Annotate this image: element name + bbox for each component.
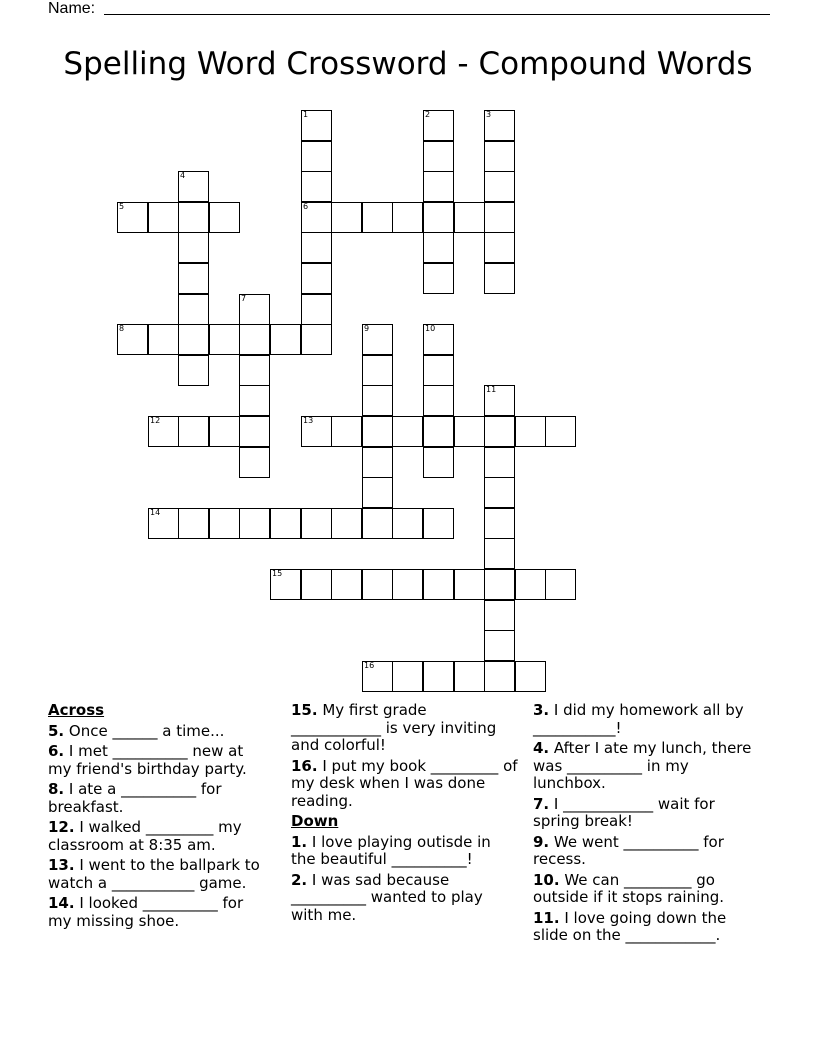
clue-text: I was sad because __________ wanted to play with me. [291, 870, 483, 924]
grid-cell[interactable] [362, 661, 393, 692]
grid-cell[interactable] [423, 385, 454, 416]
grid-cell[interactable] [209, 324, 240, 355]
clue-text: I ____________ wait for spring break! [533, 794, 715, 830]
grid-cell[interactable] [423, 447, 454, 478]
grid-cell[interactable] [423, 508, 454, 539]
grid-cell[interactable] [209, 202, 240, 233]
grid-cell[interactable] [423, 202, 454, 233]
grid-cell[interactable] [239, 294, 270, 325]
grid-cell[interactable] [148, 416, 179, 447]
clue-text: I walked _________ my classroom at 8:35 am. [48, 818, 242, 854]
clue-number: 13 [303, 416, 314, 425]
grid-cell[interactable] [209, 416, 240, 447]
clue-item [48, 857, 268, 892]
grid-cell[interactable] [484, 110, 515, 141]
clue-item [533, 740, 755, 793]
clue-number-label: 3. [533, 701, 550, 719]
grid-cell[interactable] [515, 569, 546, 600]
name-underline[interactable] [104, 0, 770, 15]
clue-number: 10 [425, 324, 436, 333]
grid-cell[interactable] [331, 202, 362, 233]
clue-number: 7 [241, 294, 247, 303]
grid-cell[interactable] [423, 416, 454, 447]
grid-cell[interactable] [301, 416, 332, 447]
clue-number-label: 11. [533, 908, 560, 927]
clue-text: We went __________ for recess. [533, 832, 724, 868]
grid-cell[interactable] [178, 202, 209, 233]
clue-number: 5 [119, 202, 125, 211]
grid-cell[interactable] [484, 569, 515, 600]
clue-item [48, 895, 268, 930]
grid-cell[interactable] [362, 447, 393, 478]
grid-cell[interactable] [178, 232, 209, 263]
clue-text: I put my book _________ of my desk when I was done reading. [291, 756, 518, 810]
clue-number: 9 [364, 324, 370, 333]
clue-number-label: 16. [291, 756, 318, 775]
grid-cell[interactable] [423, 171, 454, 202]
clue-column-2 [291, 702, 519, 927]
clue-column-1 [48, 702, 268, 933]
clue-item [533, 796, 755, 831]
grid-cell[interactable] [454, 416, 485, 447]
grid-cell[interactable] [301, 110, 332, 141]
clue-number: 1 [303, 110, 309, 119]
grid-cell[interactable] [423, 324, 454, 355]
grid-cell[interactable] [515, 416, 546, 447]
clue-number-label: 15. [291, 701, 318, 719]
clue-number-label: 2. [291, 870, 308, 889]
clue-number: 4 [180, 171, 186, 180]
grid-cell[interactable] [178, 508, 209, 539]
name-field[interactable] [48, 0, 770, 18]
grid-cell[interactable] [454, 661, 485, 692]
grid-cell[interactable] [148, 202, 179, 233]
grid-cell[interactable] [484, 141, 515, 172]
clue-item [533, 910, 755, 945]
clue-item [291, 872, 519, 925]
grid-cell[interactable] [178, 171, 209, 202]
clue-number: 2 [425, 110, 431, 119]
clue-number: 16 [364, 661, 375, 670]
grid-cell[interactable] [148, 324, 179, 355]
page-title: Spelling Word Crossword - Compound Words [63, 46, 753, 82]
clue-number: 8 [119, 324, 125, 333]
grid-cell[interactable] [117, 202, 148, 233]
grid-cell[interactable] [239, 385, 270, 416]
grid-cell[interactable] [301, 202, 332, 233]
grid-cell[interactable] [270, 569, 301, 600]
grid-cell[interactable] [423, 569, 454, 600]
clue-item [291, 834, 519, 869]
clue-text: I met __________ new at my friend's birthday party. [48, 742, 247, 778]
grid-cell[interactable] [545, 569, 576, 600]
grid-cell[interactable] [178, 294, 209, 325]
grid-cell[interactable] [117, 324, 148, 355]
clue-text: I looked __________ for my missing shoe. [48, 894, 244, 930]
clue-text: I went to the ballpark to watch a ___________ game. [48, 856, 260, 892]
grid-cell[interactable] [484, 630, 515, 661]
clue-column-3 [533, 702, 755, 948]
name-label: Name: [48, 0, 100, 17]
grid-cell[interactable] [423, 263, 454, 294]
grid-cell[interactable] [301, 569, 332, 600]
grid-cell[interactable] [301, 232, 332, 263]
grid-cell[interactable] [484, 538, 515, 569]
clue-number-label: 10. [533, 870, 560, 889]
grid-cell[interactable] [239, 355, 270, 386]
grid-cell[interactable] [484, 600, 515, 631]
clue-item [291, 702, 519, 755]
grid-cell[interactable] [362, 355, 393, 386]
grid-cell[interactable] [484, 385, 515, 416]
grid-cell[interactable] [392, 416, 423, 447]
grid-cell[interactable] [239, 508, 270, 539]
grid-cell[interactable] [392, 661, 423, 692]
grid-cell[interactable] [331, 508, 362, 539]
clue-number-label: 5. [48, 721, 65, 740]
down-heading: Down [291, 812, 339, 830]
grid-cell[interactable] [392, 508, 423, 539]
grid-cell[interactable] [301, 508, 332, 539]
grid-cell[interactable] [484, 508, 515, 539]
clue-number: 12 [150, 416, 161, 425]
clue-item [48, 723, 268, 741]
grid-cell[interactable] [423, 110, 454, 141]
clue-item [48, 819, 268, 854]
clue-item [533, 834, 755, 869]
grid-cell[interactable] [178, 263, 209, 294]
grid-cell[interactable] [423, 661, 454, 692]
grid-cell[interactable] [148, 508, 179, 539]
grid-cell[interactable] [301, 141, 332, 172]
grid-cell[interactable] [423, 355, 454, 386]
clue-text: I did my homework all by ___________! [533, 701, 744, 737]
grid-cell[interactable] [484, 447, 515, 478]
clue-item [48, 781, 268, 816]
grid-cell[interactable] [454, 569, 485, 600]
clue-text: After I ate my lunch, there was __________ in my lunchbox. [533, 739, 752, 792]
grid-cell[interactable] [301, 171, 332, 202]
grid-cell[interactable] [301, 324, 332, 355]
grid-cell[interactable] [301, 263, 332, 294]
grid-cell[interactable] [239, 416, 270, 447]
clue-number-label: 1. [291, 832, 308, 851]
grid-cell[interactable] [301, 294, 332, 325]
grid-cell[interactable] [423, 141, 454, 172]
clue-text: We can _________ go outside if it stops raining. [533, 870, 725, 906]
grid-cell[interactable] [331, 569, 362, 600]
grid-cell[interactable] [392, 202, 423, 233]
grid-cell[interactable] [239, 324, 270, 355]
clue-number: 11 [486, 385, 497, 394]
clue-number-label: 9. [533, 832, 550, 851]
clue-text: I love playing outisde in the beautiful __________! [291, 832, 491, 868]
grid-cell[interactable] [178, 416, 209, 447]
clue-number-label: 4. [533, 739, 550, 757]
clue-item [533, 702, 755, 737]
clue-text: Once ______ a time... [64, 721, 225, 740]
grid-cell[interactable] [454, 202, 485, 233]
grid-cell[interactable] [331, 416, 362, 447]
grid-cell[interactable] [270, 324, 301, 355]
grid-cell[interactable] [515, 661, 546, 692]
clue-item [533, 872, 755, 907]
clue-item [48, 743, 268, 778]
grid-cell[interactable] [484, 171, 515, 202]
grid-cell[interactable] [362, 416, 393, 447]
clue-number-label: 14. [48, 894, 75, 912]
grid-cell[interactable] [545, 416, 576, 447]
grid-cell[interactable] [484, 232, 515, 263]
grid-cell[interactable] [362, 202, 393, 233]
clue-text: I ate a __________ for breakfast. [48, 780, 222, 816]
across-heading: Across [48, 701, 105, 719]
clue-item [291, 758, 519, 811]
clue-number: 14 [150, 508, 161, 517]
clue-number-label: 12. [48, 818, 75, 836]
clue-number: 15 [272, 569, 283, 578]
grid-cell[interactable] [362, 324, 393, 355]
grid-cell[interactable] [270, 508, 301, 539]
grid-cell[interactable] [362, 385, 393, 416]
clue-number: 3 [486, 110, 492, 119]
clue-number-label: 13. [48, 856, 75, 874]
clue-number-label: 7. [533, 794, 550, 813]
grid-cell[interactable] [178, 355, 209, 386]
clue-number: 6 [303, 202, 309, 211]
clue-text: My first grade ____________ is very inviting and colorful! [291, 701, 497, 754]
clue-number-label: 6. [48, 742, 65, 760]
grid-cell[interactable] [362, 569, 393, 600]
grid-cell[interactable] [484, 477, 515, 508]
grid-cell[interactable] [484, 263, 515, 294]
grid-cell[interactable] [362, 508, 393, 539]
grid-cell[interactable] [239, 447, 270, 478]
grid-cell[interactable] [178, 324, 209, 355]
grid-cell[interactable] [484, 202, 515, 233]
grid-cell[interactable] [362, 477, 393, 508]
clue-text: I love going down the slide on the ____________. [533, 908, 727, 944]
clue-number-label: 8. [48, 780, 65, 798]
grid-cell[interactable] [484, 661, 515, 692]
grid-cell[interactable] [484, 416, 515, 447]
grid-cell[interactable] [392, 569, 423, 600]
grid-cell[interactable] [209, 508, 240, 539]
grid-cell[interactable] [423, 232, 454, 263]
